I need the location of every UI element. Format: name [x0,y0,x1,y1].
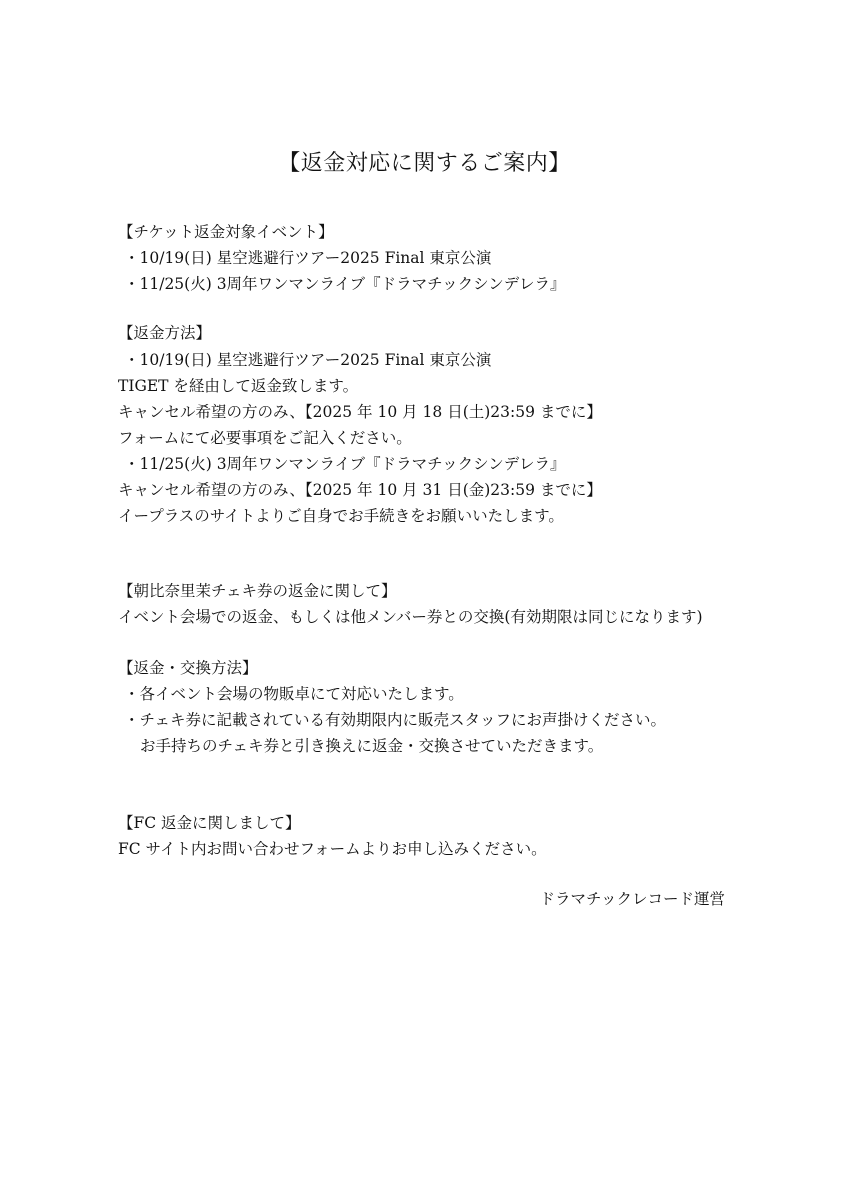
event-item: ・10/19(日) 星空逃避行ツアー2025 Final 東京公演 [124,249,492,267]
refund-method-line: ・10/19(日) 星空逃避行ツアー2025 Final 東京公演 [124,351,492,369]
signature: ドラマチックレコード運営 [539,890,725,908]
refund-method-line: キャンセル希望の方のみ、【2025 年 10 月 18 日(土)23:59 までに】 [118,403,602,421]
exchange-method-line: ・各イベント会場の物販卓にて対応いたします。 [124,685,464,703]
section-heading-fc-refund: 【FC 返金に関しまして】 [118,814,301,832]
fc-refund-line: FC サイト内お問い合わせフォームよりお申し込みください。 [118,840,547,858]
refund-method-line: TIGET を経由して返金致します。 [118,377,359,395]
section-heading-exchange-method: 【返金・交換方法】 [118,659,258,677]
refund-method-line: キャンセル希望の方のみ、【2025 年 10 月 31 日(金)23:59 までに】 [118,481,602,499]
exchange-method-line: お手持ちのチェキ券と引き換えに返金・交換させていただきます。 [140,737,604,755]
refund-method-line: フォームにて必要事項をご記入ください。 [118,429,412,447]
exchange-method-line: ・チェキ券に記載されている有効期限内に販売スタッフにお声掛けください。 [124,711,667,729]
event-item: ・11/25(火) 3周年ワンマンライブ『ドラマチックシンデレラ』 [124,275,566,293]
section-heading-ticket-events: 【チケット返金対象イベント】 [118,223,334,241]
cheki-refund-line: イベント会場での返金、もしくは他メンバー券との交換(有効期限は同じになります) [118,608,703,626]
section-heading-cheki-refund: 【朝比奈里茉チェキ券の返金に関して】 [118,582,397,600]
refund-method-line: ・11/25(火) 3周年ワンマンライブ『ドラマチックシンデレラ』 [124,455,566,473]
document-title: 【返金対応に関するご案内】 [278,151,571,176]
section-heading-refund-method: 【返金方法】 [118,324,212,342]
refund-method-line: イープラスのサイトよりご自身でお手続きをお願いいたします。 [118,507,564,525]
